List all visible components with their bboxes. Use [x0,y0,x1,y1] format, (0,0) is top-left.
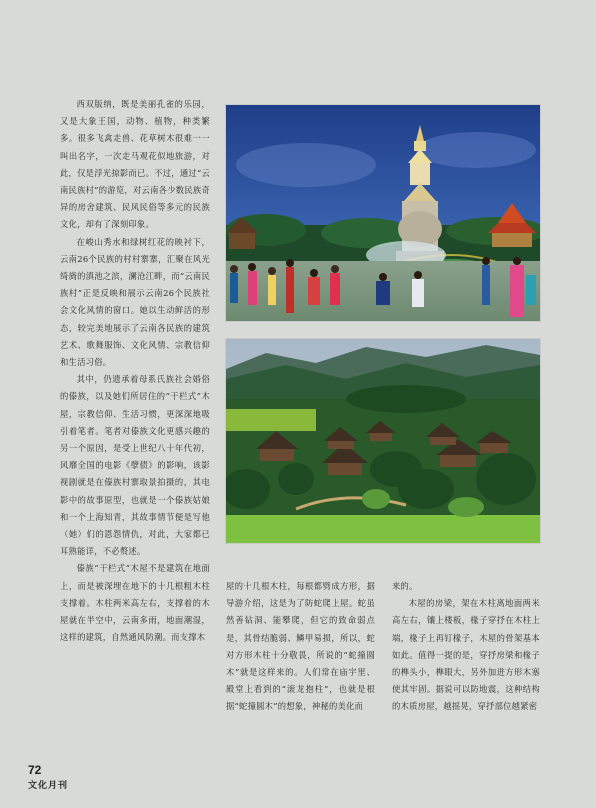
article-column-middle [226,578,375,716]
photo-dai-village [225,338,541,544]
paragraph: 西双版纳，既是美丽孔雀的乐园，又是大象王国，动物、植物，种类繁多。很多飞禽走兽、花草树木很难一一叫出名字，一次走马观花似地旅游，对此，仅是浮光掠影而已。不过，通过“云南民族村”的游览，对云南各少数民族奇异的房舍建筑、民风民俗等多元的民族文化，却有了深刻印象。 [60,99,210,230]
article-column-right [392,578,540,716]
photo-water-splashing-festival [225,104,541,322]
village-illustration [226,339,540,543]
article-column-left [60,96,210,647]
paragraph: 其中，仍遗承着母系氏族社会婚俗的傣族，以及她们所居住的“干栏式”木屋，宗教信仰、生活习惯，更深深地吸引着笔者。笔者对傣族文化更感兴趣的另一个原因，是受上世纪八十年代初，风靡全国的电影《孽债》的影响，该影视剧就是在傣族村寨取景拍摄的，其电影中的故事原型，也就是一个傣族姑娘和一个上海知青，其故事情节便是写他（她）们的恩怨情仇，对此，大家都已耳熟能详，不必赘述。 [60,374,210,557]
festival-illustration [226,105,540,321]
paragraph: 来的。 [392,581,418,591]
page-number: 72 [28,763,42,777]
paragraph: 木屋的房梁，架在木柱离地面两米高左右，镶上楼板，椽子穿抒在木柱上端，椽子上再钉椽子，木屋的骨架基本如此。值得一提的是，穿抒房梁和椽子的榫头小，榫眼大，另外加进方形木塞使其牢固。据说可以防地震，这种结构的木质房屋，越摇晃，穿抒部位越紧密 [392,598,540,712]
paragraph: 傣族“干栏式”木屋不是建筑在地面上，而是被深埋在地下的十几根粗木柱支撑着。木柱两米高左右，支撑着的木屋就在半空中，云南多雨，地面潮湿，这样的建筑，自然通风防潮。而支撑木 [60,563,210,643]
magazine-logo: 文化月刊 [28,781,69,791]
paragraph: 在峻山秀水和绿树红花的映衬下，云南26个民族的村村寨寨，汇聚在风光绮旖的滇池之滨，澜沧江畔，而“云南民族村”正是反映和展示云南26个民族社会文化风情的窗口。她以生动鲜活的形态，较完美地展示了云南各民族的建筑艺术、歌舞服饰、文化风情、宗教信仰和生活习俗。 [60,236,210,368]
paragraph: 屋的十几根木柱，每根都劈成方形，据导游介绍，这是为了防蛇爬上屋。蛇虽然善钻洞、能攀爬，但它的致命弱点是，其骨结脆弱、鳞甲易损，所以，蛇对方形木柱十分敬畏，所说的“蛇撞圆木”就是这样来的。人们常在庙宇里、殿堂上看到的“滚龙抱柱”，也就是根据“蛇撞圆木”的想象，神秘的美化而 [226,581,375,712]
